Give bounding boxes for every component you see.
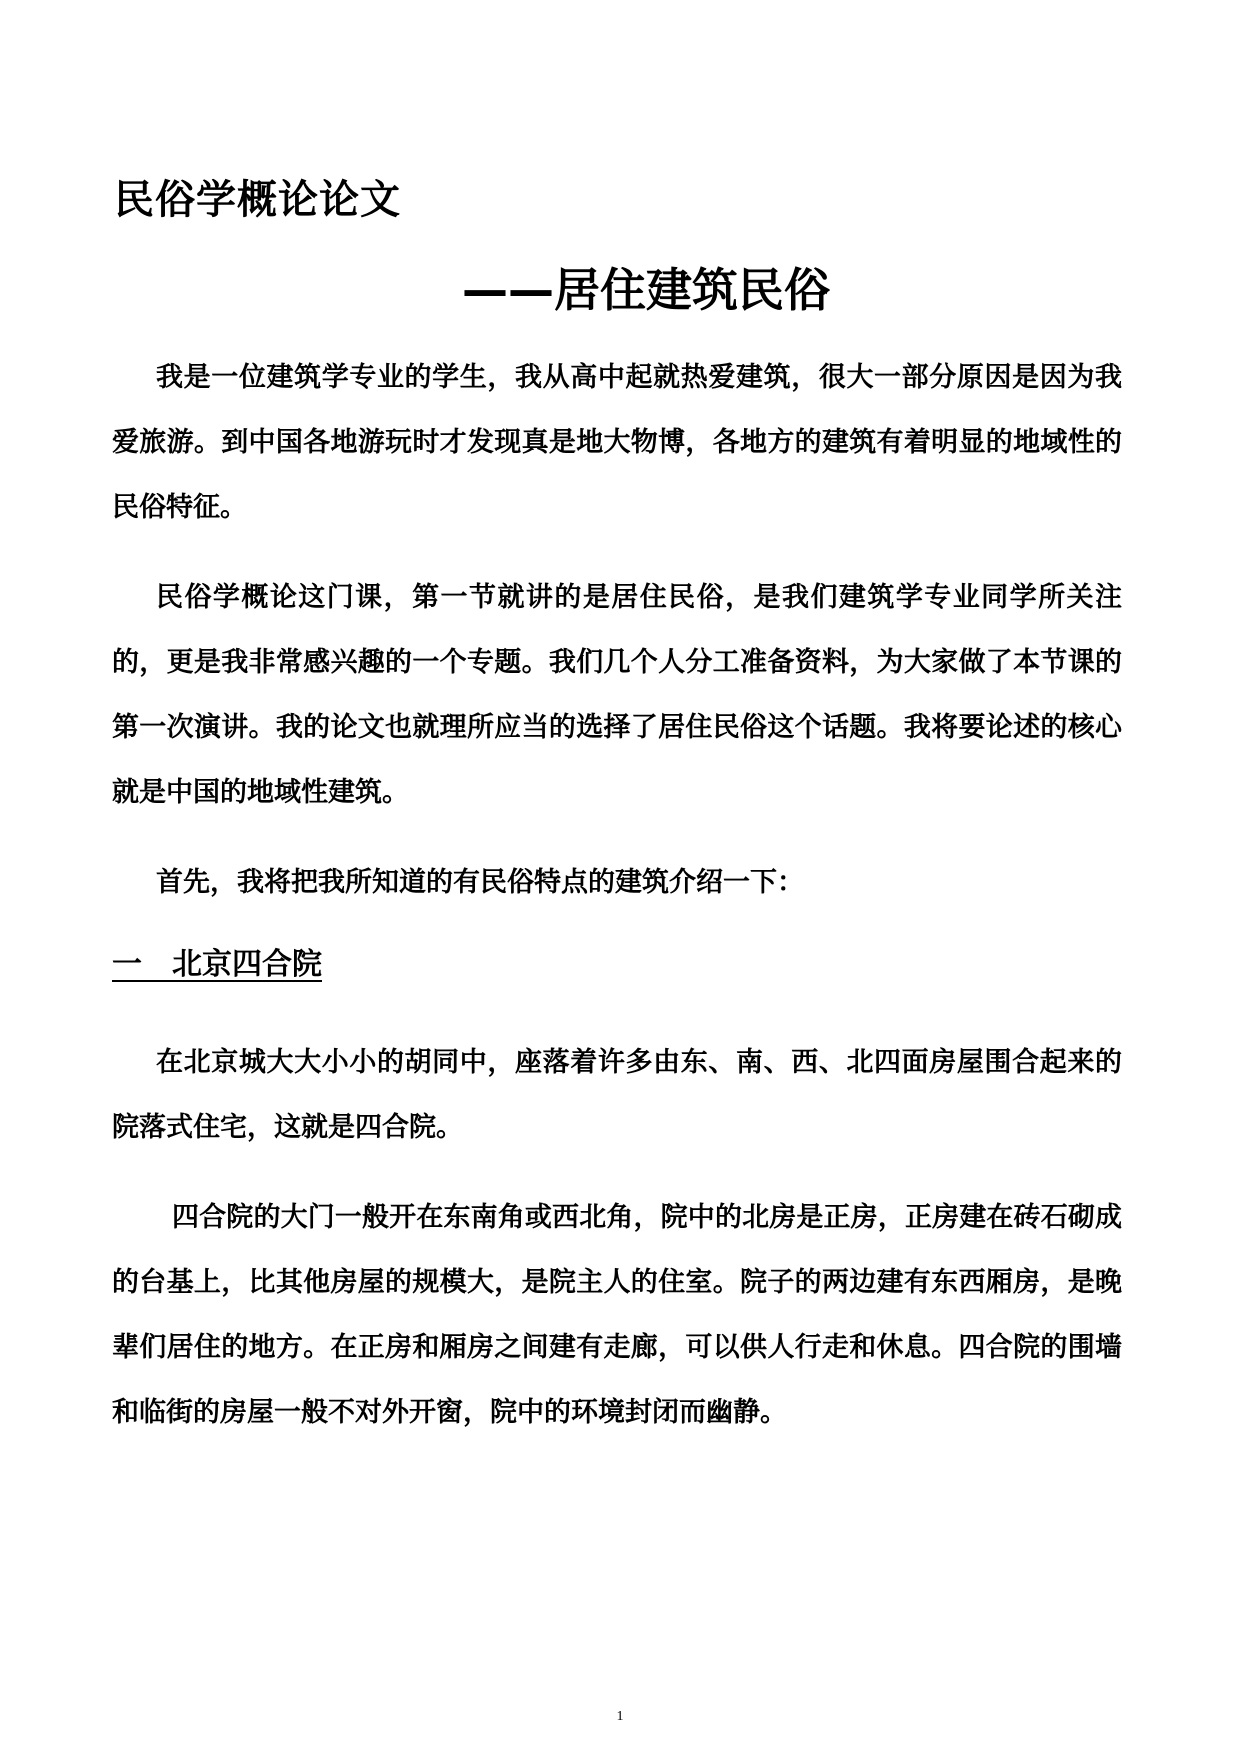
course-paragraph: 民俗学概论这门课，第一节就讲的是居住民俗，是我们建筑学专业同学所关注的，更是我非常感兴趣的一个专题。我们几个人分工准备资料，为大家做了本节课的第一次演讲。我的论文也就理所应当的选择了居住民俗这个话题。我将要论述的核心就是中国的地域性建筑。 (112, 582, 1122, 808)
siheyuan-paragraph-1: 在北京城大大小小的胡同中，座落着许多由东、南、西、北四面房屋围合起来的院落式住宅，这就是四合院。 (112, 1047, 1122, 1143)
document-title: 民俗学概论论文 (114, 177, 401, 223)
siheyuan-paragraph-2: 四合院的大门一般开在东南角或西北角，院中的北房是正房，正房建在砖石砌成的台基上，比其他房屋的规模大，是院主人的住室。院子的两边建有东西厢房，是晚辈们居住的地方。在正房和厢房之间建有走廊，可以供人行走和休息。四合院的围墙和临街的房屋一般不对外开窗，院中的环境封闭而幽静。 (112, 1202, 1122, 1428)
lead-in-paragraph: 首先，我将把我所知道的有民俗特点的建筑介绍一下： (156, 867, 804, 898)
page-number: 1 (616, 1709, 624, 1724)
intro-paragraph: 我是一位建筑学专业的学生，我从高中起就热爱建筑，很大一部分原因是因为我爱旅游。到中国各地游玩时才发现真是地大物博，各地方的建筑有着明显的地域性的民俗特征。 (112, 362, 1122, 523)
section-heading-siheyuan: 一 北京四合院 (112, 947, 322, 982)
document-subtitle: ——居住建筑民俗 (462, 263, 830, 317)
